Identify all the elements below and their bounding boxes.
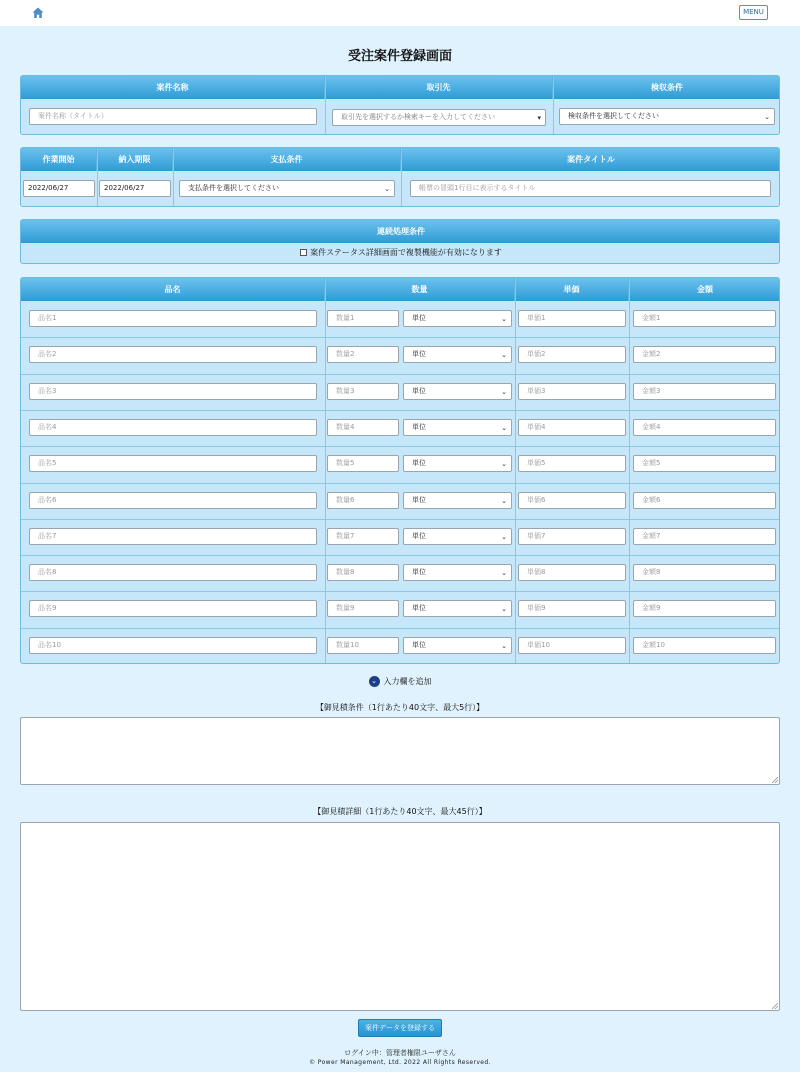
unit-select-text: 単位 (412, 568, 426, 577)
chevron-down-icon: ⌄ (501, 532, 507, 541)
item-name-input[interactable]: 品名3 (29, 383, 317, 400)
unit-price-input[interactable]: 単価1 (518, 310, 626, 327)
duplicate-checkbox[interactable] (300, 249, 307, 256)
chevron-down-circle-icon: ⌄ (369, 676, 380, 687)
unit-select[interactable] (403, 600, 512, 617)
quantity-input[interactable]: 数量10 (327, 637, 399, 654)
unit-select[interactable] (403, 419, 512, 436)
chevron-down-icon: ⌄ (384, 185, 390, 193)
unit-select-text: 単位 (412, 422, 426, 431)
quantity-input[interactable]: 数量8 (327, 564, 399, 581)
acceptance-select[interactable] (559, 108, 775, 125)
case-name-input[interactable]: 案件名称（タイトル） (29, 108, 317, 125)
item-name-input[interactable]: 品名8 (29, 564, 317, 581)
item-name-input[interactable]: 品名10 (29, 637, 317, 654)
unit-price-input[interactable]: 単価10 (518, 637, 626, 654)
unit-price-input[interactable]: 単価3 (518, 383, 626, 400)
add-row-label: 入力欄を追加 (383, 677, 432, 686)
header-delivery-deadline: 納入期限 (97, 148, 173, 171)
unit-select-text: 単位 (412, 314, 426, 322)
caret-down-icon: ▾ (537, 114, 541, 122)
quantity-input[interactable]: 数量2 (327, 346, 399, 363)
estimate-details-label: 【御見積詳細（1行あたり40文字、最大45行）】 (313, 807, 487, 816)
unit-select-text: 単位 (412, 531, 426, 540)
header-quantity: 数量 (325, 278, 515, 301)
amount-input[interactable]: 金額8 (633, 564, 776, 581)
chevron-down-icon: ⌄ (501, 569, 507, 578)
item-name-input[interactable]: 品名2 (29, 346, 317, 363)
unit-select[interactable] (403, 455, 512, 472)
amount-input[interactable]: 金額2 (633, 346, 776, 363)
chevron-down-icon: ⌄ (501, 641, 507, 650)
top-bar (0, 0, 800, 26)
header-case-name: 案件名称 (21, 76, 325, 99)
chevron-down-icon: ⌄ (501, 605, 507, 614)
unit-select-text: 単位 (412, 640, 426, 649)
unit-select[interactable] (403, 346, 512, 363)
estimate-details-textarea[interactable] (20, 822, 780, 1011)
unit-select[interactable] (403, 310, 512, 327)
unit-price-input[interactable]: 単価4 (518, 419, 626, 436)
page-title: 受注案件登録画面 (347, 49, 452, 64)
client-select[interactable] (332, 109, 546, 126)
resize-grip-icon[interactable] (772, 1003, 778, 1009)
copyright: © Power Management, Ltd. 2022 All Rights Reserved. (309, 1059, 491, 1066)
item-name-input[interactable]: 品名9 (29, 600, 317, 617)
chevron-down-icon: ⌄ (501, 423, 507, 432)
case-title-input[interactable]: 帳票の冒頭1行目に表示するタイトル (410, 180, 771, 197)
amount-input[interactable]: 金額6 (633, 492, 776, 509)
quantity-input[interactable]: 数量3 (327, 383, 399, 400)
header-client: 取引先 (325, 76, 553, 99)
amount-input[interactable]: 金額9 (633, 600, 776, 617)
amount-input[interactable]: 金額5 (633, 455, 776, 472)
unit-price-input[interactable]: 単価8 (518, 564, 626, 581)
estimate-conditions-label: 【御見積条件（1行あたり40文字、最大5行）】 (315, 703, 485, 712)
login-status: ログイン中：管理者権限ユーザさん (344, 1049, 456, 1057)
unit-select[interactable] (403, 383, 512, 400)
item-name-input[interactable]: 品名7 (29, 528, 317, 545)
amount-input[interactable]: 金額10 (633, 637, 776, 654)
resize-grip-icon[interactable] (772, 777, 778, 783)
home-icon[interactable] (31, 6, 45, 20)
header-payment: 支払条件 (173, 148, 401, 171)
quantity-input[interactable]: 数量1 (327, 310, 399, 327)
header-continuous-processing: 連続処理条件 (21, 220, 780, 243)
unit-select[interactable] (403, 492, 512, 509)
chevron-down-icon: ⌄ (501, 460, 507, 469)
unit-price-input[interactable]: 単価6 (518, 492, 626, 509)
menu-button[interactable]: MENU (739, 5, 768, 20)
acceptance-select-text: 検収条件を選択してください (568, 112, 659, 120)
add-row-button[interactable] (0, 676, 800, 688)
quantity-input[interactable]: 数量9 (327, 600, 399, 617)
chevron-down-icon: ⌄ (501, 315, 507, 323)
delivery-deadline-date-input[interactable]: 2022/06/27 (99, 180, 171, 197)
chevron-down-icon: ⌄ (501, 496, 507, 505)
amount-input[interactable]: 金額1 (633, 310, 776, 327)
chevron-down-icon: ⌄ (501, 387, 507, 396)
amount-input[interactable]: 金額4 (633, 419, 776, 436)
quantity-input[interactable]: 数量6 (327, 492, 399, 509)
work-start-date-input[interactable]: 2022/06/27 (23, 180, 95, 197)
item-name-input[interactable]: 品名1 (29, 310, 317, 327)
header-amount: 金額 (629, 278, 780, 301)
unit-price-input[interactable]: 単価2 (518, 346, 626, 363)
payment-select[interactable] (179, 180, 395, 197)
quantity-input[interactable]: 数量4 (327, 419, 399, 436)
unit-price-input[interactable]: 単価5 (518, 455, 626, 472)
payment-select-text: 支払条件を選択してください (188, 184, 279, 192)
unit-select-text: 単位 (412, 459, 426, 468)
amount-input[interactable]: 金額7 (633, 528, 776, 545)
quantity-input[interactable]: 数量5 (327, 455, 399, 472)
quantity-input[interactable]: 数量7 (327, 528, 399, 545)
item-name-input[interactable]: 品名5 (29, 455, 317, 472)
header-unit-price: 単価 (515, 278, 629, 301)
schedule-panel (20, 147, 780, 207)
header-item-name: 品名 (21, 278, 325, 301)
unit-select-text: 単位 (412, 604, 426, 613)
item-name-input[interactable]: 品名6 (29, 492, 317, 509)
unit-select[interactable] (403, 637, 512, 654)
register-case-button[interactable]: 案件データを登録する (358, 1019, 442, 1037)
header-acceptance: 検収条件 (553, 76, 780, 99)
duplicate-option[interactable] (21, 245, 780, 261)
unit-price-input[interactable]: 単価9 (518, 600, 626, 617)
chevron-down-icon: ⌄ (501, 351, 507, 360)
duplicate-checkbox-label: 案件ステータス詳細画面で複製機能が有効になります (310, 248, 502, 257)
unit-select-text: 単位 (412, 350, 426, 359)
unit-price-input[interactable]: 単価7 (518, 528, 626, 545)
item-name-input[interactable]: 品名4 (29, 419, 317, 436)
amount-input[interactable]: 金額3 (633, 383, 776, 400)
case-info-panel (20, 75, 780, 135)
header-case-title: 案件タイトル (401, 148, 780, 171)
unit-select-text: 単位 (412, 495, 426, 504)
unit-select-text: 単位 (412, 386, 426, 395)
estimate-conditions-textarea[interactable] (20, 717, 780, 785)
unit-select[interactable] (403, 564, 512, 581)
header-work-start: 作業開始 (21, 148, 97, 171)
chevron-down-icon: ⌄ (764, 113, 770, 121)
unit-select[interactable] (403, 528, 512, 545)
continuous-processing-panel (20, 219, 780, 264)
client-select-text: 取引先を選択するか検索キーを入力してください (341, 113, 495, 121)
items-table (20, 277, 780, 664)
